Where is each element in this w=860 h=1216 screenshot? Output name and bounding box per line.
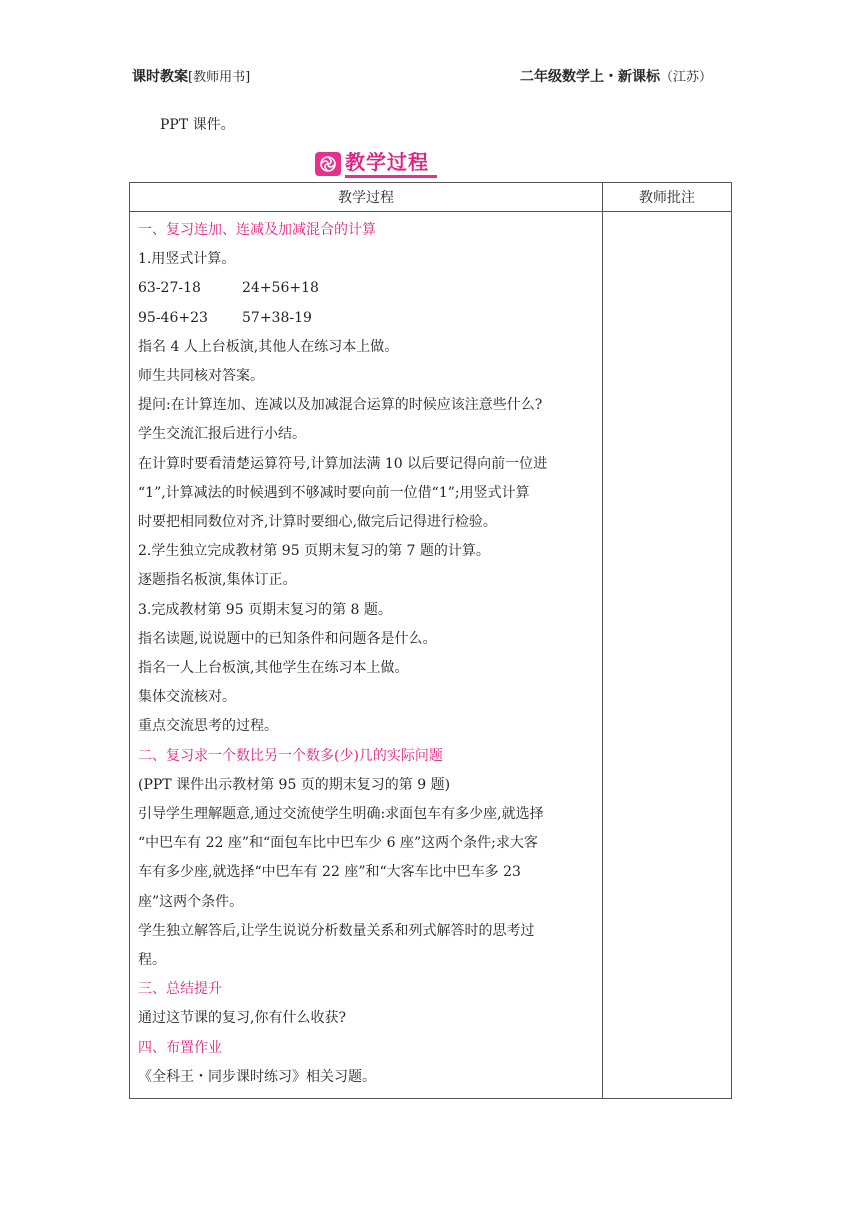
list-item: 座”这两个条件。 [138, 893, 244, 910]
list-item: 师生共同核对答案。 [138, 368, 264, 385]
list-item: 重点交流思考的过程。 [138, 718, 278, 735]
list-item: 指名读题,说说题中的已知条件和问题各是什么。 [138, 630, 437, 647]
header-right-title: 二年级数学上・新课标 [520, 69, 660, 85]
calc-expression: 24+56+18 [242, 280, 319, 297]
calc-expression: 63-27-18 [138, 280, 201, 297]
table-body-row [130, 212, 732, 1099]
list-item: 集体交流核对。 [138, 689, 236, 706]
section-heading [315, 150, 437, 178]
list-item: 学生独立解答后,让学生说说分析数量关系和列式解答时的思考过 [138, 922, 535, 939]
intro-text: PPT 课件。 [160, 117, 235, 133]
list-item: 提问:在计算连加、连减以及加减混合运算的时候应该注意些什么? [138, 397, 543, 414]
section-heading-title: 教学过程 [345, 150, 437, 178]
list-item: 指名一人上台板演,其他学生在练习本上做。 [138, 660, 409, 677]
table-header-row [130, 183, 732, 212]
header-left-title: 课时教案 [132, 69, 188, 85]
calc-expression: 95-46+23 [138, 309, 208, 326]
header-left-tag: [教师用书] [188, 70, 251, 85]
section-3-title: 三、总结提升 [138, 981, 222, 998]
list-item: 时要把相同数位对齐,计算时要细心,做完后记得进行检验。 [138, 514, 497, 531]
col-header-notes: 教师批注 [603, 183, 732, 212]
calc-expression: 57+38-19 [242, 309, 312, 326]
list-item: (PPT 课件出示教材第 95 页的期末复习的第 9 题) [138, 776, 451, 793]
header-left [132, 66, 250, 86]
list-item: 通过这节课的复习,你有什么收获? [138, 1010, 346, 1027]
list-item: “中巴车有 22 座”和“面包车比中巴车少 6 座”这两个条件;求大客 [138, 835, 538, 852]
calc-row [138, 304, 596, 333]
calc-row [138, 274, 596, 303]
list-item: 车有多少座,就选择“中巴车有 22 座”和“大客车比中巴车多 23 [138, 864, 521, 881]
teacher-notes-cell [603, 212, 732, 1099]
list-item: 3.完成教材第 95 页期末复习的第 8 题。 [138, 601, 392, 618]
list-item: 学生交流汇报后进行小结。 [138, 426, 306, 443]
list-item: 指名 4 人上台板演,其他人在练习本上做。 [138, 338, 399, 355]
header-right [520, 66, 712, 86]
list-item: 《全科王・同步课时练习》相关习题。 [138, 1068, 376, 1085]
lesson-table [129, 182, 732, 1099]
list-item: “1”,计算减法的时候遇到不够减时要向前一位借“1”;用竖式计算 [138, 484, 530, 501]
section-4-title: 四、布置作业 [138, 1039, 222, 1056]
list-item: 引导学生理解题意,通过交流使学生明确:求面包车有多少座,就选择 [138, 806, 544, 823]
list-item: 1.用竖式计算。 [138, 251, 236, 268]
list-item: 逐题指名板演,集体订正。 [138, 572, 297, 589]
list-item: 2.学生独立完成教材第 95 页期末复习的第 7 题的计算。 [138, 543, 490, 560]
section-2-title: 二、复习求一个数比另一个数多(少)几的实际问题 [138, 747, 443, 764]
flower-swirl-icon [315, 152, 341, 176]
list-item: 在计算时要看清楚运算符号,计算加法满 10 以后要记得向前一位进 [138, 455, 548, 472]
section-1-title: 一、复习连加、连减及加减混合的计算 [138, 222, 376, 238]
col-header-process: 教学过程 [130, 183, 603, 212]
header-right-region: （江苏） [660, 70, 713, 85]
process-cell [130, 212, 603, 1099]
list-item: 程。 [138, 952, 166, 969]
